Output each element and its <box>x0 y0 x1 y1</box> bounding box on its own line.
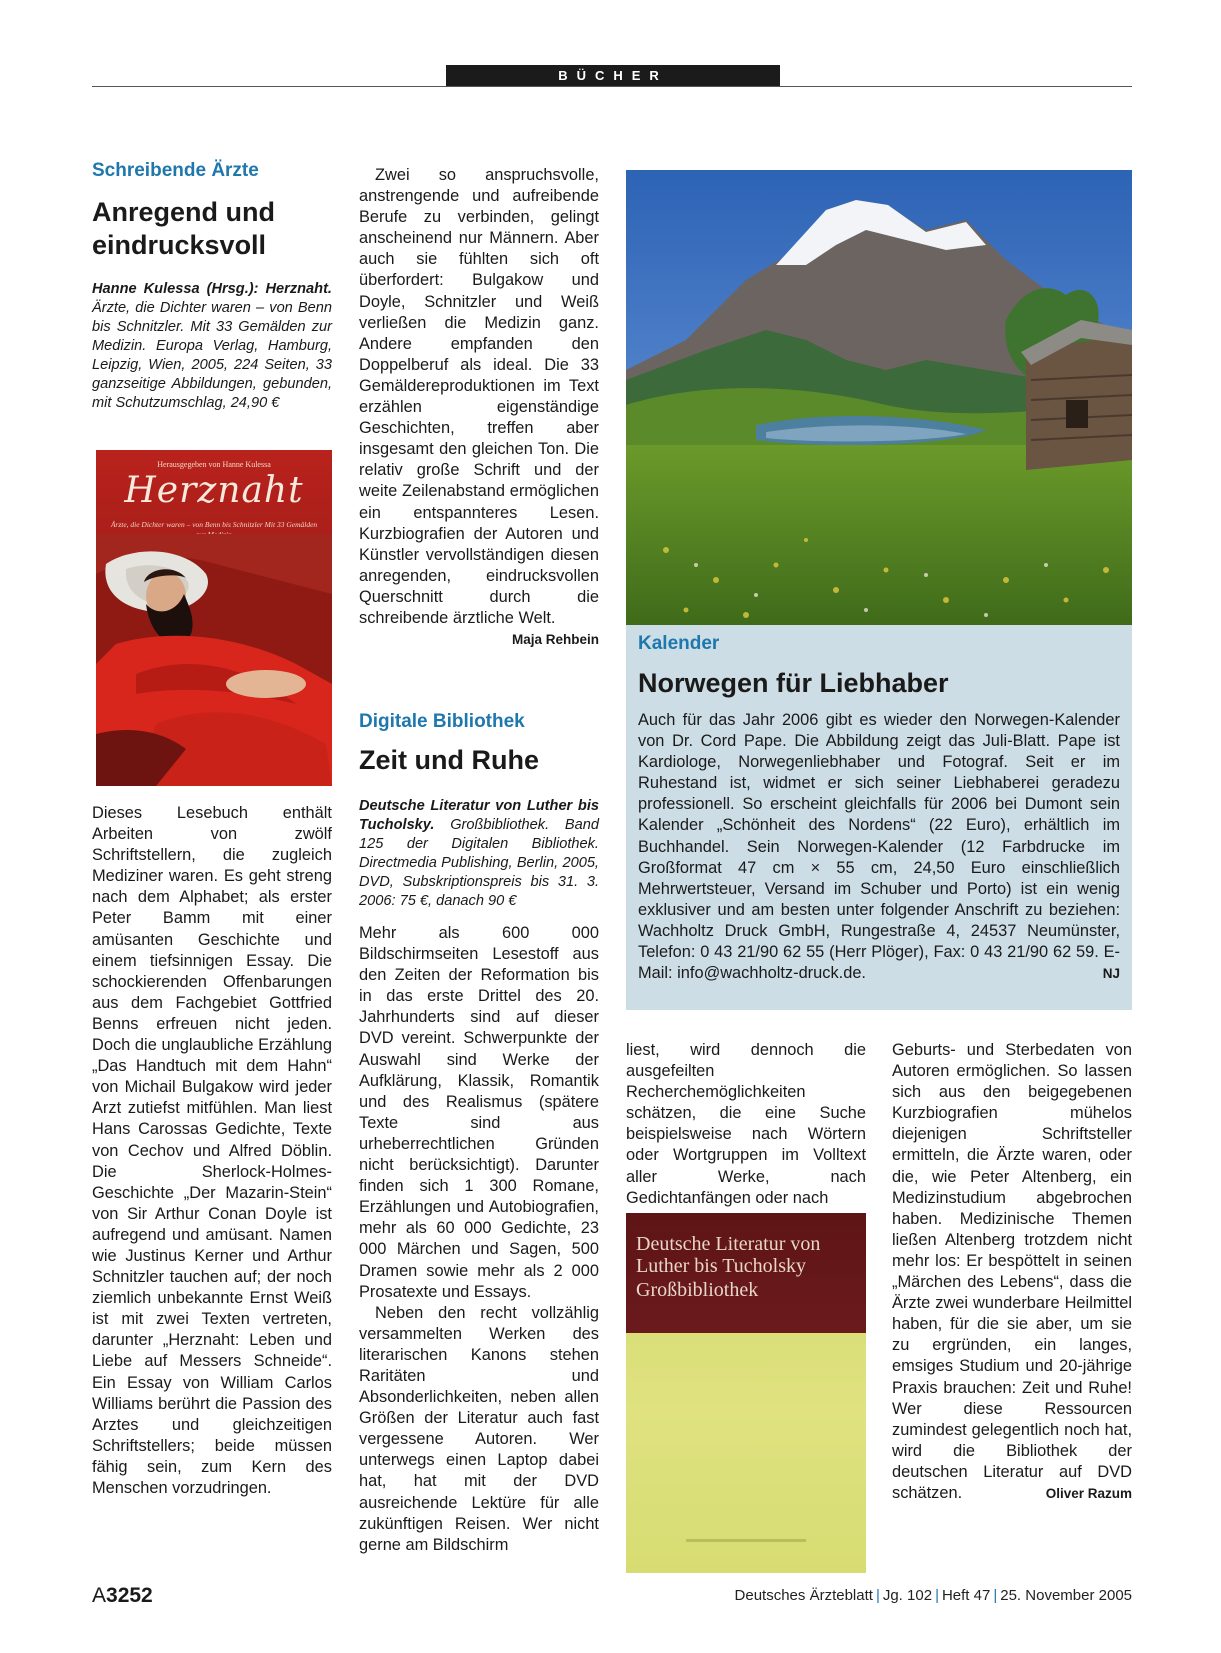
cover-title: Herznaht <box>124 470 304 511</box>
cover-editor: Herausgegeben von Hanne Kulessa <box>157 460 271 469</box>
cover-subtitle: Ärzte, die Dichter waren – von Benn bis Schnitzler Mit 33 Gemälden <box>110 520 318 529</box>
issue: Heft 47 <box>941 1587 991 1604</box>
cover-title: Deutsche Literatur von Luther bis Tucholsky <box>636 1233 821 1277</box>
cover-painting <box>96 534 332 786</box>
headline-norwegen: Norwegen für Liebhaber <box>638 668 949 698</box>
article2-paragraph-1: Mehr als 600 000 Bildschirmseiten Lesestoff aus den Zeiten der Reformation bis in das erste Drittel des 20. Jahrhunderts sind auf dieser DVD vereint. Schwerpunkte der Auswahl sind Werke der Aufklärung, Klassik, Romantik und des Realismus (spätere Texte sind aus urheberrechtlichen Gründen nicht berücksichtigt). Darunter finden sich 1 300 Romane, Erzählungen und Autobiografien, mehr als 60 000 Gedichte, 23 000 Märchen und Sagen, 500 Dramen sowie mehr als 2 000 Prosatexte und Essays. <box>359 924 599 1301</box>
article2-paragraph-4: Geburts- und Sterbedaten von Autoren ermöglichen. So lassen sich aus den beigegebenen Kurzbiografien mühelos diejenigen Schriftsteller ermitteln, die Ärzte waren, oder die, wie Peter Altenberg, ein Medizinstudium abgebrochen haben. Medizinische Themen ließen Altenberg trotzdem nicht mehr los: Er bespöttelt in seinen „Märchen des Lebens“, dass die Ärzte zwei wunderbare Heilmittel haben, für die sie aber, um sie zu ergründen, ein langes, emsiges Studium und 20-jährige Praxis brauchen: Zeit und Ruhe! Wer diese Ressourcen zumindest gelegentlich noch hat, wird die Bibliothek der deutschen Literatur auf DVD schätzen. <box>892 1041 1132 1502</box>
calendar-body <box>638 710 1120 984</box>
book-cover-herznaht <box>96 450 332 786</box>
journal-name: Deutsches Ärzteblatt <box>734 1587 873 1604</box>
calendar-paragraph: Auch für das Jahr 2006 gibt es wieder den Norwegen-Kalender von Dr. Cord Pape. Die Abbildung zeigt das Juli-Blatt. Pape ist Kardiologe, Norwegenliebhaber und Fotograf. Seit er im Ruhestand ist, widmet er sich seiner Liebhaberei geradezu professionell. So erscheint gleichfalls für 2006 bei Dumont sein Kalender „Schönheit des Nordens“ (22 Euro), erhältlich im Buchhandel. Sein Norwegen-Kalender (12 Farbdrucke im Großformat 47 cm × 55 cm, 24,50 Euro einschließlich Mehrwertsteuer, Versand im Schuber und Porto) ist ein wenig exklusiver und am besten unter folgender Anschrift zu beziehen: Wachholtz Druck GmbH, Rungestraße 4, 24537 Neumünster, Telefon: 0 43 21/90 62 55 (Herr Plöger), Fax: 0 43 21/90 62 59. E-Mail: info@wachholtz-druck.de. <box>638 711 1120 983</box>
section-label: BÜCHER <box>446 65 780 86</box>
article2-body-col2 <box>359 923 599 1556</box>
byline-oliver-razum: Oliver Razum <box>1045 1485 1132 1501</box>
kicker-digitale-bibliothek: Digitale Bibliothek <box>359 711 525 732</box>
separator: | <box>935 1587 939 1604</box>
separator: | <box>993 1587 998 1604</box>
byline-nj: NJ <box>1102 966 1120 982</box>
article1-body-col2 <box>359 165 599 650</box>
page-prefix: A <box>92 1584 107 1607</box>
header-rule <box>92 86 1132 87</box>
kicker-kalender: Kalender <box>638 633 720 654</box>
cover-subtitle: Großbibliothek <box>636 1279 759 1301</box>
biblio-herznaht <box>92 280 332 413</box>
article2-body-col4 <box>892 1040 1132 1504</box>
volume: Jg. 102 <box>882 1587 933 1604</box>
article1-paragraph-2: Zwei so anspruchsvolle, anstrengende und aufreibende Berufe zu verbinden, gelingt anscheinend nur Männern. Aber auch sie fühlten sich oft überfordert: Bulgakow und Doyle, Schnitzler und Weiß verließen die Medizin ganz. Andere empfanden den Doppelberuf als ideal. Die 33 Gemäldereproduktionen im Text erzählen eigenständige Geschichten, treffen aber insgesamt den gleichen Ton. Die relativ große Schrift und der weite Zeilenabstand ermöglichen ein entspannteres Lesen. Kurzbiografien der Autoren und Künstler vervollständigen diesen anregenden, eindrucksvollen Querschnitt durch die schreibende ärztliche Welt. <box>359 166 599 627</box>
issue-date: 25. November 2005 <box>1000 1587 1132 1604</box>
cover-publisher-mark <box>686 1539 806 1542</box>
article1-body-col1 <box>92 803 332 1499</box>
biblio-grossbibliothek <box>359 797 599 911</box>
page-number-value: 3252 <box>106 1584 153 1607</box>
biblio-title: Deutsche Literatur von Luther bis Tucholsky. <box>359 798 599 833</box>
biblio-author: Hanne Kulessa (Hrsg.): Herznaht. <box>92 281 332 297</box>
kicker-schreibende-aerzte: Schreibende Ärzte <box>92 160 259 181</box>
calendar-box <box>626 625 1132 1010</box>
norway-landscape-photo <box>626 170 1132 625</box>
headline-anregend: Anregend und eindrucksvoll <box>92 197 275 260</box>
biblio-details: Ärzte, die Dichter waren – von Benn bis Schnitzler. Mit 33 Gemälden zur Medizin. Europa Verlag, Hamburg, Leipzig, Wien, 2005, 224 Seiten, 33 ganzseitige Abbildungen, gebunden, mit Schutzumschlag, 24,90 € <box>92 300 332 411</box>
article2-paragraph-2: Neben den recht vollzählig versammelten Werken des literarischen Kanons stehen Raritäten und Absonderlichkeiten, neben allen Größen der Literatur auch fast vergessene Autoren. Wer unterwegs einen Laptop dabei hat, hat mit der DVD ausreichende Lektüre für alle zukünftigen Reisen. Wer nicht gerne am Bildschirm <box>359 1303 599 1554</box>
article2-paragraph-3: liest, wird dennoch die ausgefeilten Recherchemöglichkeiten schätzen, die eine Suche beispielsweise nach Wörtern oder Wortgruppen im Volltext aller Werke, nach Gedichtanfängen oder nach <box>626 1041 866 1207</box>
separator: | <box>875 1587 880 1604</box>
footer-citation <box>720 1587 1132 1604</box>
headline-zeit-und-ruhe: Zeit und Ruhe <box>359 745 539 775</box>
article1-paragraph-1: Dieses Lesebuch enthält Arbeiten von zwölf Schriftstellern, die zugleich Mediziner waren. Es geht streng nach dem Alphabet; als erster Peter Bamm mit einer amüsanten Geschichte und einem tiefsinnigen Essay. Die schockierenden Offenbarungen aus dem Fachgebiet Gottfried Benns erfreuen nicht jeden. Doch die unglaubliche Erzählung „Das Handtuch mit dem Hahn“ von Michail Bulgakow wird jeder Arzt zutiefst mitfühlen. Man liest Hans Carossas Gedichte, Texte von Cechov und Alfred Döblin. Die Sherlock-Holmes-Geschichte „Der Mazarin-Stein“ von Sir Arthur Conan Doyle ist aufregend und amüsant. Namen wie Justinus Kerner und Arthur Schnitzler tauchen auf; der noch ziemlich unbekannte Ernst Weiß ist mit zwei Texten vertreten, darunter „Herznaht: Leben und Liebe auf Messers Schneide“. Ein Essay von William Carlos Williams berührt die Passion des Arztes und gleichzeitigen Schriftstellers; beide müssen fähig sein, zum Kern des Menschen vorzudringen. <box>92 804 332 1497</box>
byline-maja-rehbein: Maja Rehbein <box>511 632 599 648</box>
page-number <box>92 1584 153 1608</box>
book-cover-deutsche-literatur <box>626 1213 866 1573</box>
biblio-details: Großbibliothek. Band 125 der Digitalen Bibliothek. Directmedia Publishing, Berlin, 2005, DVD, Subskriptionspreis bis 31. 3. 2006: 75 €, danach 90 € <box>359 817 599 909</box>
article2-body-col3 <box>626 1040 866 1209</box>
